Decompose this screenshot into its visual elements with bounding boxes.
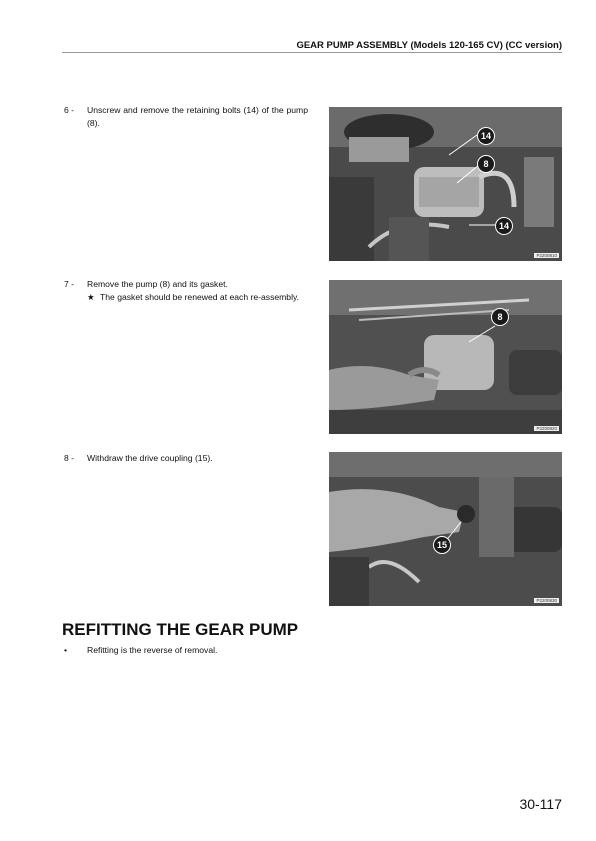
section-title: REFITTING THE GEAR PUMP (62, 620, 299, 639)
header-title: GEAR PUMP ASSEMBLY (Models 120-165 CV) (CC version) (296, 40, 562, 51)
gear-pump-bolts-illustration (329, 107, 562, 261)
callout-8: 8 (491, 308, 509, 326)
step-7-photo (329, 280, 562, 434)
step-8-photo (329, 452, 562, 606)
photo-code: P2200810 (536, 253, 557, 258)
header-rule (62, 52, 562, 53)
step-number: 7 - (64, 279, 75, 289)
step-7 (64, 278, 308, 291)
star-icon: ★ (87, 292, 95, 302)
callout-15: 15 (433, 536, 451, 554)
callout-8: 8 (477, 155, 495, 173)
step-8 (64, 452, 308, 465)
note-text: The gasket should be renewed at each re-assembly. (100, 292, 300, 302)
step-6 (64, 104, 308, 129)
callout-14: 14 (495, 217, 513, 235)
step-text: Unscrew and remove the retaining bolts (14) of the pump (8). (87, 105, 308, 128)
bullet-icon: • (64, 645, 68, 655)
step-6-photo (329, 107, 562, 261)
photo-code: P2200830 (536, 598, 557, 603)
removing-pump-illustration (329, 280, 562, 434)
bullet-text: Refitting is the reverse of removal. (87, 645, 218, 655)
step-text: Withdraw the drive coupling (15). (87, 453, 213, 463)
step-number: 6 - (64, 105, 75, 115)
callout-14: 14 (477, 127, 495, 145)
step-7-note (87, 291, 309, 304)
step-text: Remove the pump (8) and its gasket. (87, 279, 228, 289)
page-number: 30-117 (519, 796, 562, 812)
photo-code: P2200820 (536, 426, 557, 431)
drive-coupling-illustration (329, 452, 562, 606)
step-number: 8 - (64, 453, 75, 463)
